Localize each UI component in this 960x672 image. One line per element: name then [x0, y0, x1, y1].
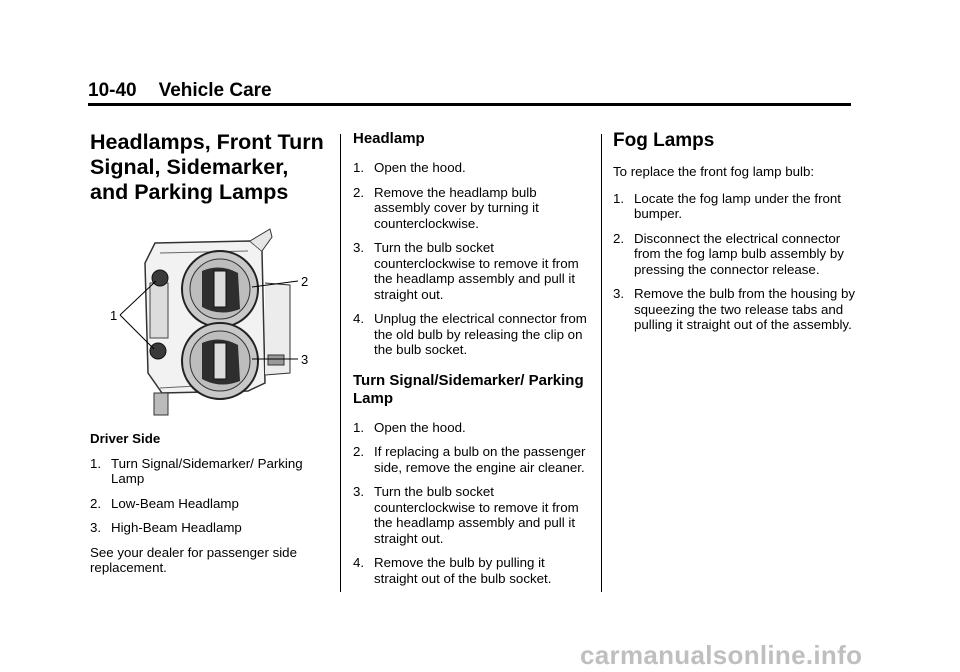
column-divider-2 [601, 134, 602, 592]
list-item: 3. Turn the bulb socket counterclockwise to remove it from the headlamp assembly and pull it straight out. [353, 484, 579, 546]
fog-intro: To replace the front fog lamp bulb: [613, 164, 815, 179]
figure-caption: Driver Side [90, 431, 161, 446]
section-title: Vehicle Care [158, 80, 272, 101]
fog-lamp-steps [613, 191, 858, 333]
list-item: 3. High-Beam Headlamp [90, 520, 242, 535]
callout-3: 3 [301, 352, 309, 367]
column-3 [613, 130, 858, 342]
list-item: 2. Disconnect the electrical connector from the fog lamp bulb assembly by pressing the connector release. [613, 230, 844, 277]
watermark: carmanualsonline.info [580, 640, 863, 670]
subheading-headlamp: Headlamp [353, 130, 425, 147]
column-divider-1 [340, 134, 341, 592]
dealer-note: See your dealer for passenger side replacement. [90, 544, 297, 575]
list-item: 1. Locate the fog lamp under the front bumper. [613, 190, 841, 221]
page-number: 10-40 [88, 80, 137, 101]
callout-2: 2 [301, 274, 309, 289]
list-item: 1. Open the hood. [353, 160, 466, 175]
turn-signal-steps [353, 420, 591, 587]
list-item: 3. Remove the bulb from the housing by squeezing the two release tabs and pulling it straight out of the assembly. [613, 286, 856, 332]
list-item: 1. Turn Signal/Sidemarker/ Parking Lamp [90, 455, 303, 486]
subheading-turn-signal: Turn Signal/Sidemarker/ Parking Lamp [353, 371, 584, 407]
list-item: 2. If replacing a bulb on the passenger side, remove the engine air cleaner. [353, 444, 586, 475]
headlamp-steps [353, 160, 591, 358]
list-item: 4. Remove the bulb by pulling it straight out of the bulb socket. [353, 555, 552, 586]
list-item: 4. Unplug the electrical connector from the old bulb by releasing the clip on the bulb socket. [353, 311, 587, 357]
section-heading-headlamps: Headlamps, Front Turn Signal, Sidemarker, and Parking Lamps [90, 130, 324, 204]
header-rule [88, 103, 851, 106]
page-header [88, 80, 272, 102]
callout-1: 1 [110, 308, 118, 323]
column-2 [353, 130, 591, 595]
section-heading-fog-lamps: Fog Lamps [613, 130, 715, 151]
list-item: 2. Low-Beam Headlamp [90, 495, 239, 511]
column-1 [90, 130, 328, 587]
list-item: 3. Turn the bulb socket counterclockwise to remove it from the headlamp assembly and pull it straight out. [353, 240, 579, 302]
headlamp-assembly-drawing [90, 223, 328, 419]
headlamp-illustration [90, 223, 328, 419]
list-item: 1. Open the hood. [353, 419, 466, 435]
lamp-legend-list [90, 456, 328, 536]
list-item: 2. Remove the headlamp bulb assembly cover by turning it counterclockwise. [353, 184, 539, 231]
